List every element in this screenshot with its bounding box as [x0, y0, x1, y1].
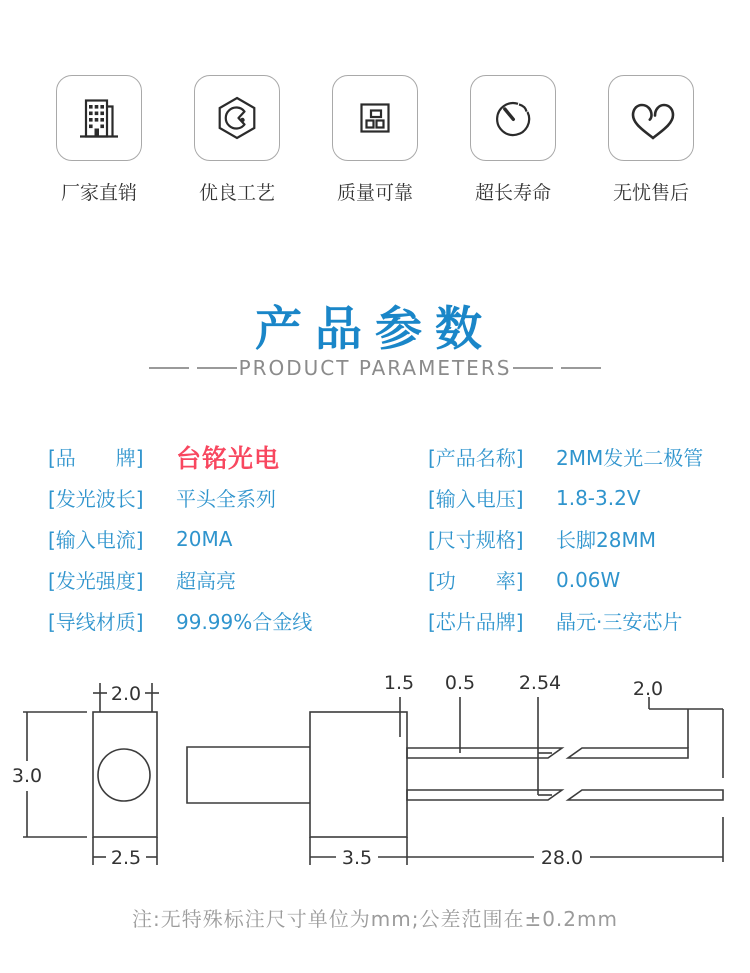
- param-label: [输入电压]: [428, 487, 524, 511]
- param-label: [芯片品牌]: [428, 610, 524, 634]
- dim-front-width-top: [93, 683, 159, 712]
- svg-text:3.0: 3.0: [11, 765, 43, 787]
- param-row-voltage: [428, 477, 728, 518]
- param-row-current: [48, 518, 388, 559]
- param-label: [输入电流]: [48, 528, 144, 552]
- param-label: [功 率]: [428, 569, 524, 593]
- divider-line: [561, 367, 601, 369]
- feature-label: 厂家直销: [60, 182, 137, 204]
- param-label: [发光强度]: [48, 569, 144, 593]
- building-icon: [73, 92, 125, 144]
- param-value: 99.99%合金线: [176, 610, 313, 634]
- svg-text:3.5: 3.5: [341, 847, 373, 869]
- param-row-size-spec: [428, 518, 728, 559]
- divider-line: [149, 367, 189, 369]
- param-row-power: [428, 559, 728, 600]
- feature-card: [194, 75, 280, 161]
- feature-badges-row: [0, 75, 750, 205]
- divider-line: [197, 367, 237, 369]
- feature-card: [332, 75, 418, 161]
- param-value: 2MM发光二极管: [556, 446, 704, 470]
- svg-text:2.54: 2.54: [518, 672, 562, 694]
- params-right-column: [428, 436, 728, 641]
- param-value: 0.06W: [556, 567, 621, 592]
- heart-icon: [625, 92, 677, 144]
- timer-icon: [487, 92, 539, 144]
- param-row-wavelength: [48, 477, 388, 518]
- param-row-brand: [48, 436, 388, 477]
- param-value: 平头全系列: [176, 487, 276, 511]
- svg-text:28.0: 28.0: [540, 847, 584, 869]
- param-label: [尺寸规格]: [428, 528, 524, 552]
- section-subtitle: PRODUCT PARAMETERS: [238, 356, 512, 380]
- section-title: 产品参数: [255, 302, 495, 357]
- feature-long-life: [470, 75, 556, 205]
- svg-text:2.0: 2.0: [632, 678, 664, 700]
- feature-label: 优良工艺: [198, 182, 275, 204]
- svg-text:2.0: 2.0: [110, 683, 142, 705]
- params-left-column: [48, 436, 388, 641]
- feature-reliable-quality: [332, 75, 418, 205]
- front-view: [93, 712, 157, 837]
- param-value: 超高亮: [176, 569, 236, 593]
- param-value: 20MA: [176, 526, 233, 551]
- feature-factory-direct: [56, 75, 142, 205]
- feature-fine-craft: [194, 75, 280, 205]
- param-value: 1.8-3.2V: [556, 485, 641, 510]
- svg-text:2.5: 2.5: [110, 847, 142, 869]
- dim-body-length: [310, 837, 407, 869]
- param-row-wire-material: [48, 600, 388, 641]
- svg-text:1.5: 1.5: [383, 672, 415, 694]
- feature-label: 质量可靠: [336, 182, 413, 204]
- divider-line: [513, 367, 553, 369]
- hexagon-badge-icon: [211, 92, 263, 144]
- section-subtitle-row: [0, 356, 750, 380]
- param-label: [产品名称]: [428, 446, 524, 470]
- dim-lead-end-offset: [633, 678, 723, 862]
- feature-card: [56, 75, 142, 161]
- param-row-product-name: [428, 436, 728, 477]
- param-value: 晶元·三安芯片: [556, 610, 683, 634]
- param-value-brand: 台铭光电: [176, 443, 281, 473]
- feature-label: 无忧售后: [612, 182, 689, 204]
- feature-label: 超长寿命: [474, 182, 551, 204]
- dim-front-width-bottom: [93, 837, 157, 869]
- led-dimension-diagram: [0, 663, 750, 882]
- tolerance-note: 注:无特殊标注尺寸单位为mm;公差范围在±0.2mm: [132, 907, 618, 931]
- dim-lead-thickness: [445, 672, 475, 753]
- svg-text:0.5: 0.5: [444, 672, 476, 694]
- dim-body-step: [384, 672, 414, 737]
- param-value: 长脚28MM: [556, 528, 656, 552]
- dim-lead-pitch: [519, 672, 561, 795]
- feature-card: [608, 75, 694, 161]
- dim-lead-length: [407, 847, 723, 869]
- param-label: [导线材质]: [48, 610, 144, 634]
- side-view: [187, 712, 723, 837]
- quality-blocks-icon: [349, 92, 401, 144]
- param-row-chip-brand: [428, 600, 728, 641]
- dim-front-height: [12, 712, 87, 837]
- param-row-intensity: [48, 559, 388, 600]
- param-label: [品 牌]: [48, 446, 144, 470]
- feature-worry-free-service: [608, 75, 694, 205]
- feature-card: [470, 75, 556, 161]
- param-label: [发光波长]: [48, 487, 144, 511]
